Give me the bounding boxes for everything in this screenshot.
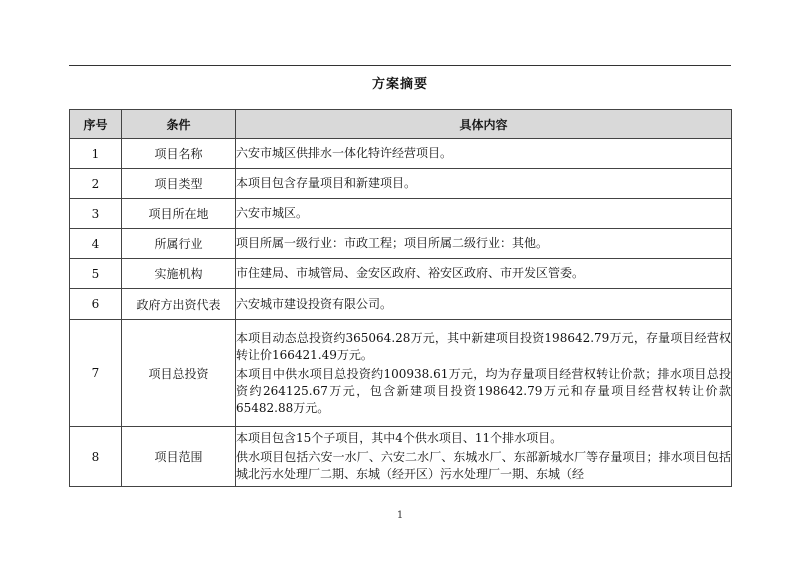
content-paragraph: 市住建局、市城管局、金安区政府、裕安区政府、市开发区管委。 [236, 266, 585, 280]
row-condition: 项目类型 [122, 169, 236, 199]
table-row [70, 139, 732, 169]
row-content [236, 169, 732, 199]
table-row [70, 427, 732, 487]
row-condition: 项目名称 [122, 139, 236, 169]
table-row [70, 289, 732, 320]
table-row [70, 229, 732, 259]
row-number: 6 [70, 289, 122, 320]
content-paragraph: 本项目包含存量项目和新建项目。 [236, 176, 417, 190]
row-content [236, 320, 732, 427]
content-paragraph: 六安城市建设投资有限公司。 [236, 296, 393, 311]
row-condition: 项目范围 [122, 427, 236, 487]
row-content [236, 199, 732, 229]
header-content: 具体内容 [236, 110, 732, 139]
page-number: 1 [396, 510, 404, 521]
content-paragraph: 本项目中供水项目总投资约100938.61万元，均为存量项目经营权转让价款；排水项目总投资约264125.67万元，包含新建项目投资198642.79万元和存量项目经营权转让价款65482.88万元。 [236, 366, 731, 415]
row-number: 5 [70, 259, 122, 289]
row-condition: 项目所在地 [122, 199, 236, 229]
row-number: 2 [70, 169, 122, 199]
row-number: 1 [70, 139, 122, 169]
row-content [236, 289, 732, 320]
header-number: 序号 [70, 110, 122, 139]
table-row [70, 320, 732, 427]
row-condition: 所属行业 [122, 229, 236, 259]
header-condition: 条件 [122, 110, 236, 139]
content-paragraph: 本项目包含15个子项目，其中4个供水项目、11个排水项目。 [236, 431, 563, 445]
row-number: 4 [70, 229, 122, 259]
table-row [70, 199, 732, 229]
row-content [236, 427, 732, 487]
document-title: 方案摘要 [371, 77, 428, 92]
content-paragraph: 供水项目包括六安一水厂、六安二水厂、东城水厂、东部新城水厂等存量项目；排水项目包括城北污水处理厂二期、东城（经开区）污水处理厂一期、东城（经 [236, 450, 731, 481]
table-header-row [70, 110, 732, 139]
row-content [236, 139, 732, 169]
row-number: 3 [70, 199, 122, 229]
row-condition: 实施机构 [122, 259, 236, 289]
table-row [70, 169, 732, 199]
summary-table [69, 109, 732, 487]
content-paragraph: 六安市城区。 [236, 206, 309, 220]
row-content [236, 259, 732, 289]
content-paragraph: 六安市城区供排水一体化特许经营项目。 [236, 146, 453, 160]
table-row [70, 259, 732, 289]
content-paragraph: 本项目动态总投资约365064.28万元，其中新建项目投资198642.79万元，存量项目经营权转让价166421.49万元。 [236, 330, 731, 362]
row-condition: 项目总投资 [122, 320, 236, 427]
row-content [236, 229, 732, 259]
header-rule [69, 65, 731, 66]
content-paragraph: 项目所属一级行业：市政工程；项目所属二级行业：其他。 [236, 236, 549, 250]
row-number: 7 [70, 320, 122, 427]
row-condition: 政府方出资代表 [122, 289, 236, 320]
row-number: 8 [70, 427, 122, 487]
